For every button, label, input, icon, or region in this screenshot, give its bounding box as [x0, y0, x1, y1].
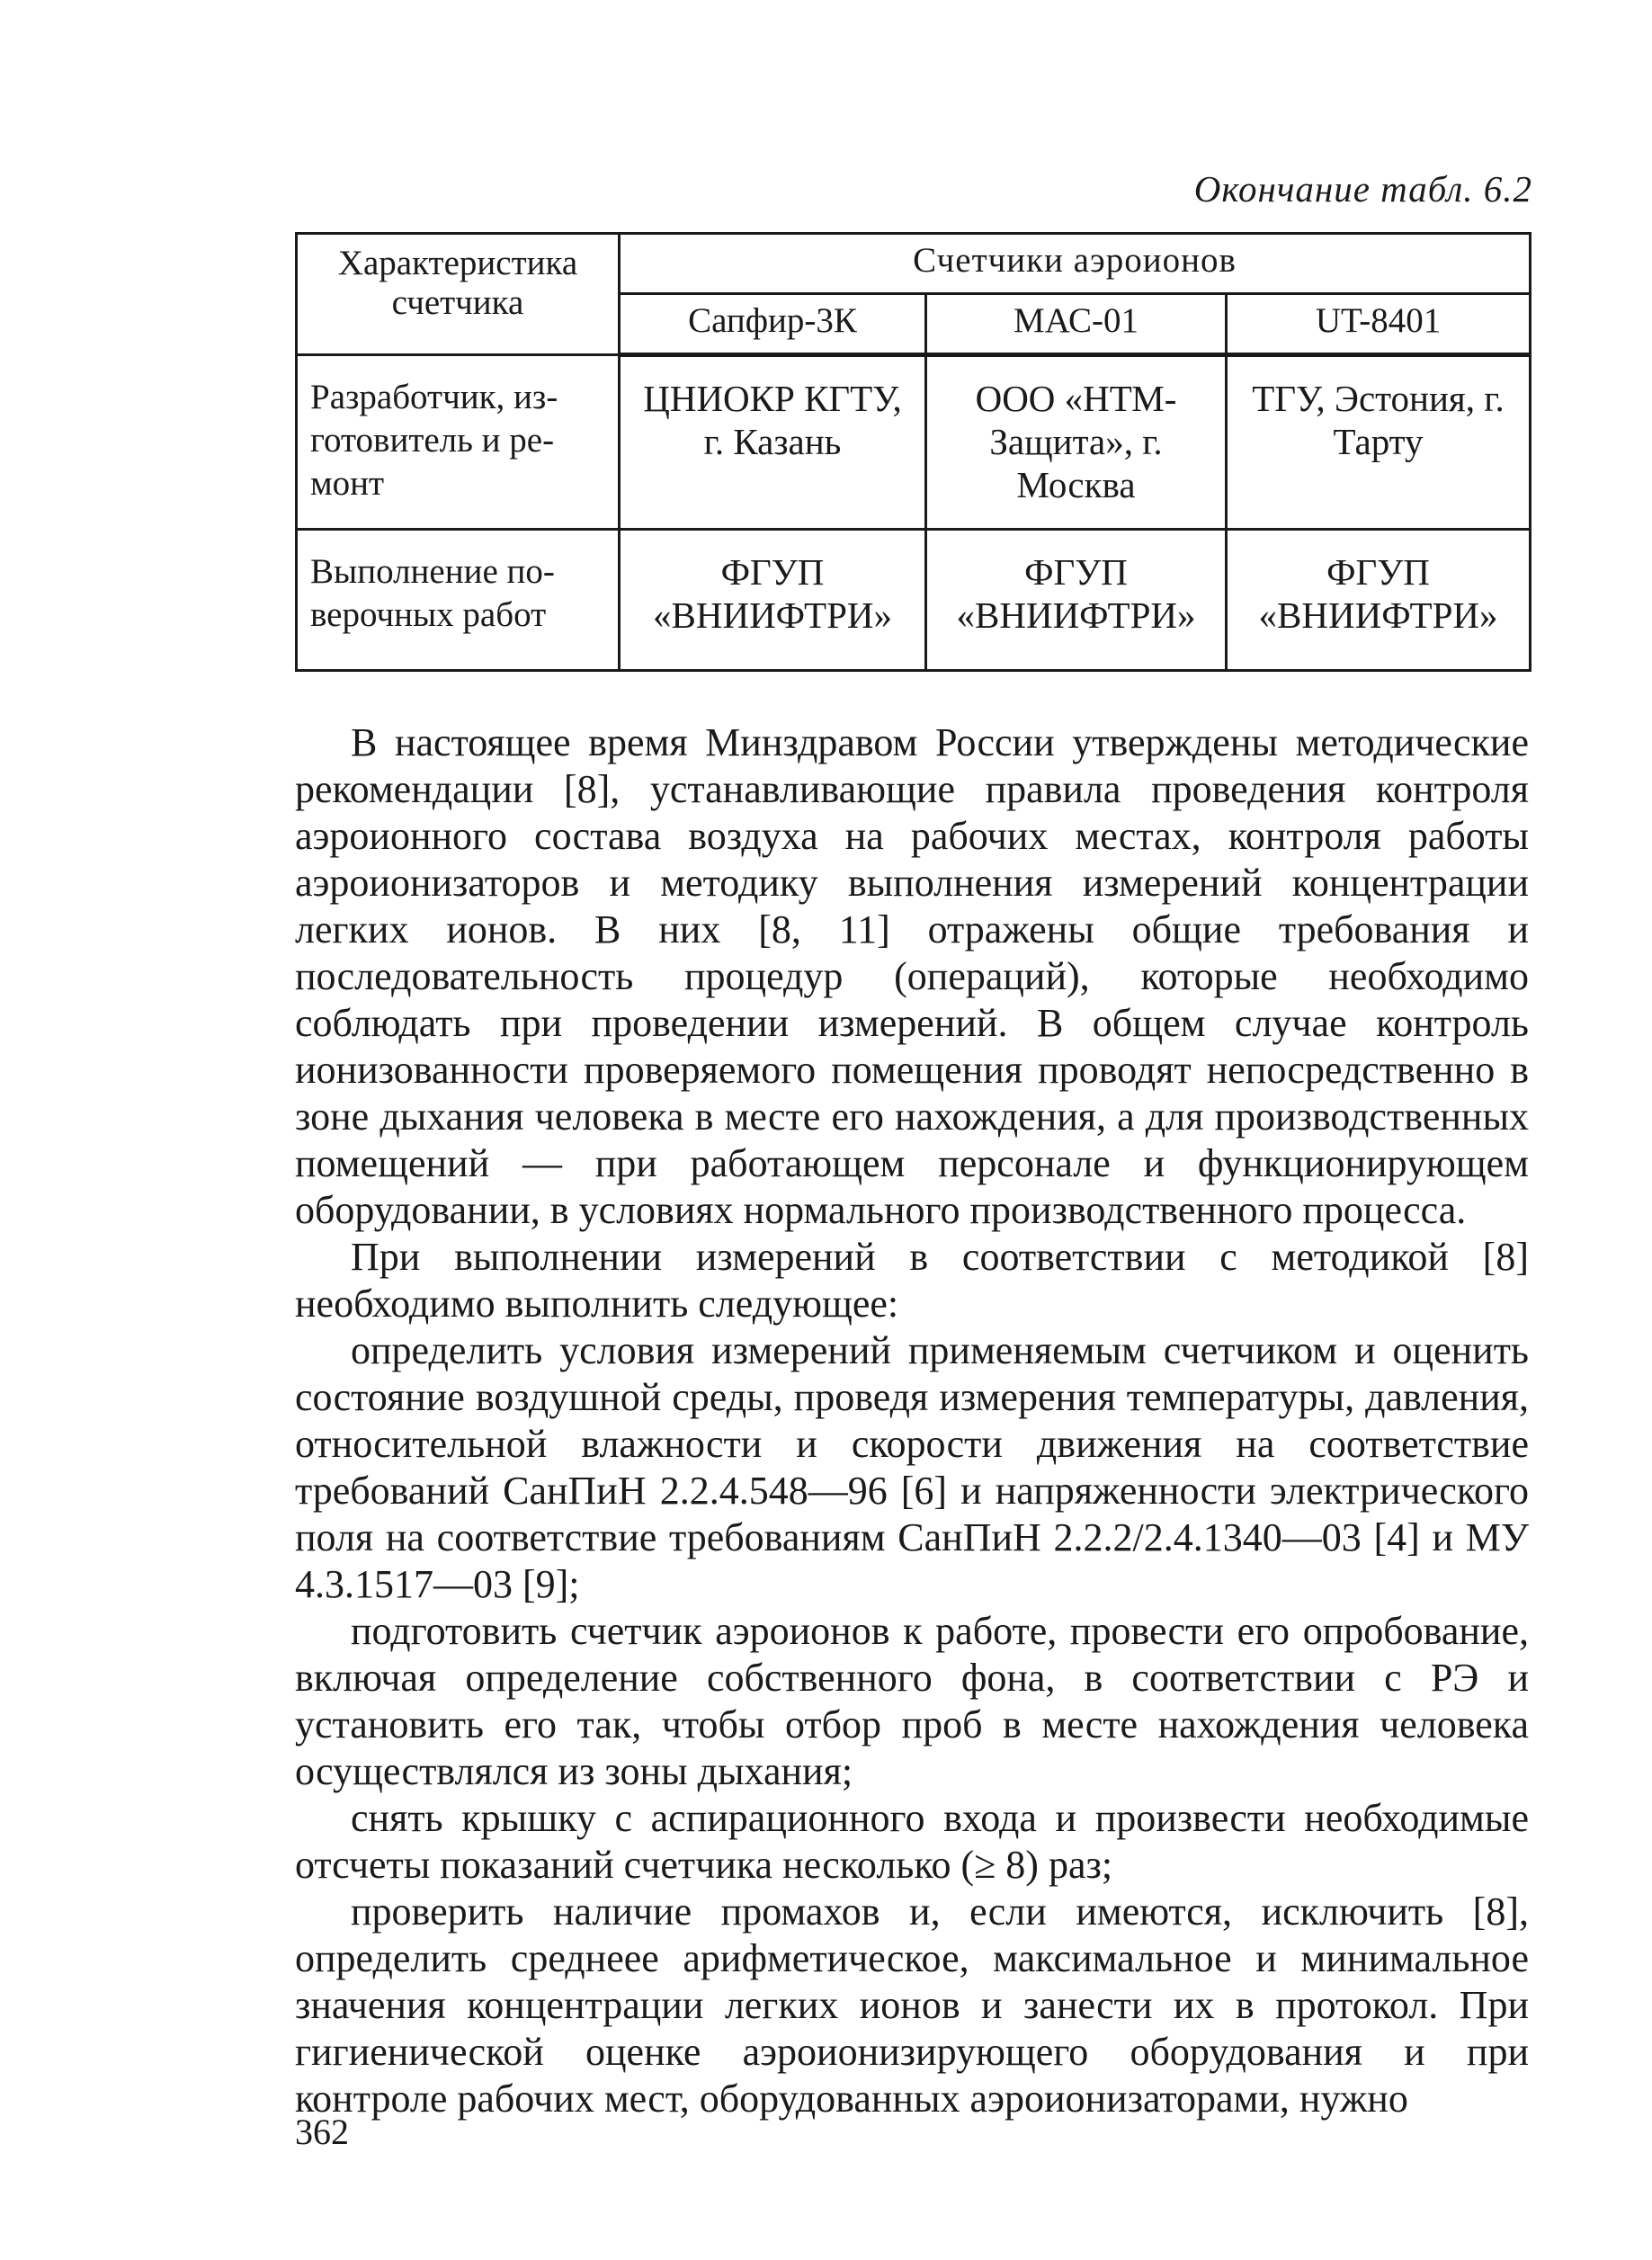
- column-header: Сапфир-3К: [620, 294, 926, 355]
- table-row: [297, 355, 1531, 530]
- table-row: [297, 530, 1531, 671]
- table-header-row: [297, 234, 1531, 294]
- paragraph: В настоящее время Минздравом России утверждены методические рекомендации [8], устанавливающие правила проведения контроля аэроионного состава воздуха на рабочих местах, контроля работы аэроионизаторов и методику выполнения измерений концентрации легких ионов. В них [8, 11] отражены общие требования и последовательность процедур (операций), которые необходимо соблюдать при проведении измерений. В общем случае контроль ионизованности проверяемого помещения проводят непосредственно в зоне дыхания человека в месте его нахождения, а для производственных помещений — при работающем персонале и функционирующем оборудовании, в условиях нормального производственного процесса.: [295, 720, 1529, 1232]
- list-item: определить условия измерений применяемым счетчиком и оценить состояние воздушной среды, проведя измерения температуры, давления, относительной влажности и скорости движения на соответствие требований СанПиН 2.2.4.548—96 [6] и напряженности электрического поля на соответствие требованиям СанПиН 2.2.2/2.4.1340—03 [4] и МУ 4.3.1517—03 [9];: [295, 1328, 1529, 1606]
- table-cell: ЦНИОКР КГТУ, г. Казань: [620, 355, 926, 530]
- row-label: Разработчик, из-готовитель и ре-монт: [297, 355, 620, 530]
- row-label: Выполнение по-верочных работ: [297, 530, 620, 671]
- table-cell: ТГУ, Эстония, г. Тарту: [1227, 355, 1531, 530]
- body-text: [295, 719, 1529, 2122]
- column-header: UT-8401: [1227, 294, 1531, 355]
- page-number: 362: [295, 2112, 349, 2152]
- table-cell: ФГУП «ВНИИФТРИ»: [1227, 530, 1531, 671]
- paragraph: При выполнении измерений в соответствии с методикой [8] необходимо выполнить следующее:: [295, 1235, 1529, 1326]
- table-cell: ФГУП «ВНИИФТРИ»: [620, 530, 926, 671]
- table-cell: ФГУП «ВНИИФТРИ»: [926, 530, 1227, 671]
- table-cell: ООО «НТМ-Защита», г. Москва: [926, 355, 1227, 530]
- column-header: МАС-01: [926, 294, 1227, 355]
- row-header-title: Характеристика счетчика: [297, 234, 620, 355]
- group-header: Счетчики аэроионов: [620, 234, 1531, 294]
- list-item: снять крышку с аспирационного входа и произвести необходимые отсчеты показаний счетчика несколько (≥ 8) раз;: [295, 1796, 1529, 1887]
- table-caption: Окончание табл. 6.2: [1193, 168, 1532, 210]
- list-item: подготовить счетчик аэроионов к работе, провести его опробование, включая определение собственного фона, в соответствии с РЭ и установить его так, чтобы отбор проб в месте нахождения человека осуществлялся из зоны дыхания;: [295, 1609, 1529, 1793]
- list-item: проверить наличие промахов и, если имеются, исключить [8], определить среднеее арифметическое, максимальное и минимальное значения концентрации легких ионов и занести их в протокол. При гигиенической оценке аэроионизирующего оборудования и при контроле рабочих мест, оборудованных аэроионизаторами, нужно: [295, 1889, 1529, 2121]
- counters-table: [295, 232, 1531, 672]
